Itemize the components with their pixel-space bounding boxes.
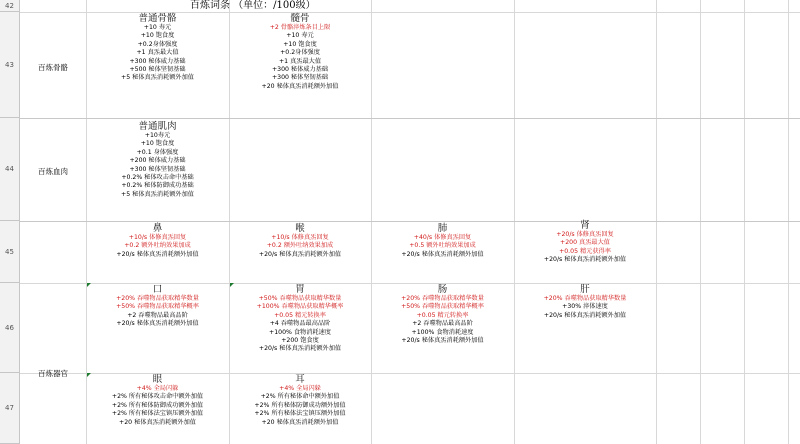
cell-line: +50% 吞噬物品获取精华数量: [258, 295, 342, 302]
cell-fei[interactable]: [371, 223, 514, 259]
row-number: 42: [5, 1, 14, 10]
row-number: 44: [5, 165, 14, 173]
cell-line: +2 吞噬物品最高品阶: [412, 320, 473, 328]
cell-line: +5 秘体真炁消耗额外加值: [121, 190, 194, 198]
cell-line: +500 秘体坚韧基础: [129, 66, 186, 74]
category-bone[interactable]: 百炼骨骼: [38, 63, 68, 72]
cell-line: +20% 吞噬物品获取精华数量: [116, 295, 199, 302]
cell-title: 肺: [437, 223, 448, 234]
cell-line: +10寿元: [144, 132, 171, 139]
row-header-47[interactable]: [0, 373, 20, 444]
cell-putong-jirou[interactable]: [86, 121, 229, 199]
row-number: 46: [5, 323, 14, 332]
cell-gan[interactable]: [514, 284, 656, 320]
cell-line: +20/s 秘体真炁消耗额外加值: [543, 311, 627, 319]
cell-line: +10 饱食度: [283, 40, 317, 48]
gridline: [20, 118, 800, 119]
cell-line: +20/s 秘体真炁消耗额外加值: [401, 337, 484, 345]
row-number: 43: [5, 60, 14, 69]
cell-title: 口: [152, 284, 163, 295]
cell-line: +2% 所有秘体法宝镇压额外加值: [254, 410, 346, 418]
cell-kou[interactable]: [86, 284, 229, 329]
cell-line: +4 吞噬物品最高品阶: [269, 320, 331, 328]
cell-title: 普通肌肉: [138, 121, 177, 132]
cell-sui-gu[interactable]: [229, 13, 371, 91]
gridline: [788, 0, 789, 444]
cell-line: +0.2 额外吐纳效果加成: [124, 242, 191, 250]
cell-bi[interactable]: [86, 223, 229, 259]
cell-line: +50% 吞噬物品获取精华概率: [401, 303, 484, 311]
cell-line: +20% 吞噬物品获取精华数量: [401, 295, 484, 302]
cell-line: +20/s 秘体真炁消耗额外加值: [401, 250, 484, 258]
cell-line: +30% 淬体速度: [562, 303, 608, 311]
cell-line: +10 饱食度: [140, 32, 175, 40]
cell-line: +40/s 体修真炁回复: [413, 234, 472, 241]
cell-yan[interactable]: [86, 374, 229, 427]
cell-chang[interactable]: [371, 284, 514, 345]
cell-line: +2% 所有秘体攻击命中额外加值: [111, 393, 204, 401]
cell-line: +2 骨骼淬炼条目上限: [269, 24, 331, 31]
category-flesh[interactable]: 百炼血肉: [38, 167, 68, 176]
cell-line: +100% 吞噬物品获取精华概率: [256, 303, 344, 311]
cell-line: +200 秘体威力基础: [129, 157, 186, 165]
cell-line: +0.5 额外吐纳效果加成: [409, 242, 476, 250]
gridline: [700, 0, 701, 444]
cell-line: +100% 食物消耗速度: [269, 328, 331, 336]
cell-line: +0.2身体强度: [137, 40, 178, 48]
cell-line: +5 秘体真炁消耗额外加值: [121, 74, 194, 82]
gridline: [371, 0, 372, 444]
cell-title: 喉: [295, 223, 305, 234]
cell-putong-gugu[interactable]: [86, 13, 229, 83]
cell-title: 胃: [295, 284, 305, 295]
cell-er[interactable]: [229, 374, 371, 427]
cell-line: +0.2 额外吐纳效果加成: [266, 242, 334, 250]
row-number: 45: [5, 247, 14, 256]
cell-line: +20% 吞噬物品获取精华数量: [543, 295, 627, 302]
cell-line: +0.2% 秘体防御成功基础: [121, 182, 194, 190]
cell-line: +1 真炁最大值: [136, 49, 179, 57]
cell-title: 眼: [152, 374, 163, 385]
cell-line: +20/s 体修真炁回复: [556, 231, 614, 238]
cell-line: +0.05 精元转换率: [416, 311, 469, 319]
gridline: [656, 0, 657, 444]
cell-line: +200 饱食度: [281, 337, 319, 345]
gridline: [744, 0, 745, 444]
cell-line: +50% 吞噬物品获取精华概率: [116, 303, 199, 311]
cell-line: +0.1 身体强度: [136, 148, 179, 156]
gridline: [20, 221, 800, 222]
category-organs[interactable]: 百炼器官: [38, 369, 68, 378]
cell-line: +2% 所有秘体法宝镇压额外加值: [111, 410, 204, 418]
cell-line: +2% 所有秘体防御成功额外加值: [254, 401, 346, 409]
cell-line: +0.2% 秘体攻击命中基础: [121, 174, 194, 182]
cell-line: +0.05 精元转换率: [274, 311, 326, 319]
cell-line: +300 秘体威力基础: [129, 57, 186, 65]
cell-line: +20 秘体真炁消耗额外加值: [119, 418, 196, 426]
cell-hou[interactable]: [229, 223, 371, 259]
cell-title: 肝: [580, 284, 590, 295]
row-header-43[interactable]: [0, 12, 20, 118]
cell-line: +300 秘体威力基础: [271, 66, 329, 74]
row-header-42[interactable]: [0, 0, 20, 12]
cell-title: 普通骨骼: [138, 13, 177, 24]
cell-line: +10 寿元: [286, 32, 314, 40]
cell-line: +10/s 体修真炁回复: [128, 234, 187, 241]
cell-line: +4% 全局闪躲: [136, 385, 179, 392]
cell-line: +2 吞噬物品最高品阶: [127, 311, 188, 319]
cell-line: +4% 全局闪躲: [279, 385, 321, 392]
cell-line: +0.05 精元获得率: [559, 247, 611, 255]
cell-line: +20 秘体真炁消耗额外加值: [261, 418, 339, 426]
cell-wei[interactable]: [229, 284, 371, 354]
cell-title: 肾: [580, 220, 590, 231]
row-number: 47: [5, 404, 14, 412]
cell-line: +10 饱食度: [140, 140, 175, 148]
cell-line: +300 秘体坚韧基础: [129, 165, 186, 173]
cell-line: +20/s 秘体真炁消耗额外加值: [258, 250, 342, 258]
row-header-46[interactable]: [0, 283, 20, 373]
cell-line: +20/s 秘体真炁消耗额外加值: [543, 256, 627, 264]
sheet-title[interactable]: 百炼词条 （单位：/100级）: [190, 0, 316, 11]
cell-line: +10/s 体修真炁回复: [271, 234, 329, 241]
cell-title: 鼻: [152, 223, 163, 234]
cell-line: +0.2身体强度: [280, 49, 320, 57]
row-header-45[interactable]: [0, 221, 20, 283]
cell-line: +300 秘体坚韧基础: [271, 74, 329, 82]
cell-line: +20/s 秘体真炁消耗额外加值: [258, 345, 342, 353]
cell-title: 髓骨: [290, 13, 310, 24]
cell-line: +2% 所有秘体命中额外加值: [260, 393, 340, 401]
cell-line: +1 真炁最大值: [278, 57, 322, 65]
cell-title: 肠: [437, 284, 448, 295]
cell-shen[interactable]: [514, 220, 656, 265]
cell-line: +20/s 秘体真炁消耗额外加值: [116, 320, 199, 328]
cell-line: +10 寿元: [143, 24, 172, 31]
cell-line: +2% 所有秘体防御成功额外加值: [111, 401, 204, 409]
row-header-44[interactable]: [0, 118, 20, 221]
cell-title: 耳: [295, 374, 305, 385]
cell-line: +20 秘体真炁消耗额外加值: [261, 82, 339, 90]
cell-line: +200 真炁最大值: [560, 239, 610, 247]
cell-line: +20/s 秘体真炁消耗额外加值: [116, 250, 199, 258]
cell-line: +100% 食物消耗速度: [411, 328, 474, 336]
